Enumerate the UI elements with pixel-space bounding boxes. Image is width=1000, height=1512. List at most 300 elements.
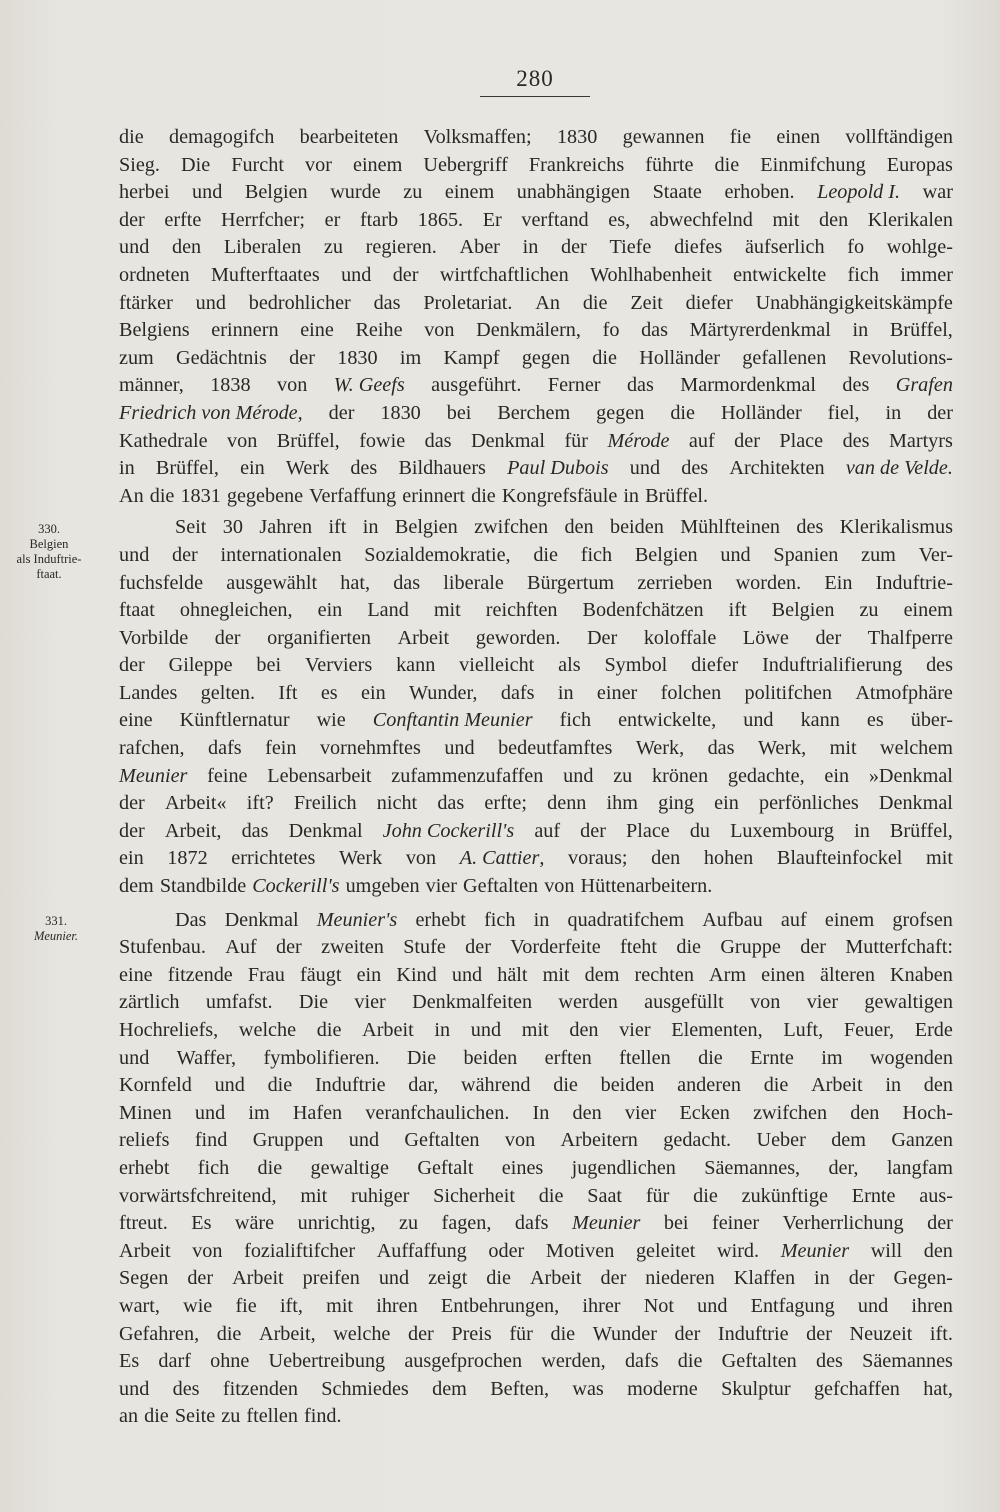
word: bei <box>446 401 472 424</box>
word: perfönliches <box>758 792 859 815</box>
word: die <box>698 1046 723 1069</box>
text-line <box>119 262 953 290</box>
word: Luft, <box>783 1019 824 1041</box>
italic-name: Meunier's <box>316 908 398 931</box>
text-line <box>119 207 953 235</box>
word: das <box>393 571 421 594</box>
word: der <box>580 819 606 842</box>
word: dem <box>831 1129 866 1152</box>
word: erhoben. <box>724 181 795 204</box>
word: fich <box>197 1156 230 1179</box>
word: Proletariat. <box>423 291 513 314</box>
text-line <box>119 1321 953 1349</box>
word: des <box>350 457 378 480</box>
word: er <box>324 208 341 231</box>
italic-name: W. Geefs <box>333 374 405 397</box>
word: wirtfchaftlichen <box>439 263 569 286</box>
word: der <box>119 654 145 677</box>
word: Kathedrale <box>119 429 208 452</box>
word: der <box>465 936 491 959</box>
text-line <box>119 372 953 400</box>
word: eine <box>119 963 153 986</box>
word: Belgien <box>394 516 458 539</box>
word: die <box>677 1350 703 1373</box>
word: gegebene <box>226 484 304 507</box>
word: kann <box>800 709 840 732</box>
word: Arbeit« <box>164 792 227 815</box>
word: Ganzen <box>891 1129 953 1152</box>
word: eines <box>501 1156 544 1179</box>
word: 1872 <box>167 847 208 870</box>
word: der <box>214 626 241 649</box>
word: Lebensarbeit <box>267 764 372 787</box>
word: auf <box>688 429 715 452</box>
word: jugendlichen <box>571 1156 676 1179</box>
text-line <box>119 1403 953 1431</box>
word: Einmifchung <box>760 153 866 176</box>
word: Arbeit <box>529 1267 582 1290</box>
word: organifierten <box>267 626 371 649</box>
text-line <box>119 597 953 625</box>
word: es <box>866 709 884 732</box>
text-line <box>119 790 953 818</box>
margin-note-number: 330. <box>38 522 60 536</box>
word: und <box>348 1129 380 1152</box>
word: der <box>289 346 315 369</box>
word: Gegen- <box>893 1267 953 1290</box>
word: vollftändigen <box>845 126 953 148</box>
word: dafs <box>208 737 242 760</box>
text-line <box>119 1155 953 1183</box>
word: Schmiedes <box>321 1377 409 1400</box>
word: das <box>373 291 401 314</box>
word: politifchen <box>744 681 832 704</box>
word: zärtlich <box>119 991 180 1014</box>
word: Ver- <box>918 543 953 566</box>
word: der <box>927 1212 953 1235</box>
word: fich <box>847 263 879 286</box>
text-line <box>119 1265 953 1293</box>
word: koloffale <box>643 626 717 649</box>
word: An <box>535 291 560 314</box>
italic-name: John Cockerill's <box>382 819 515 842</box>
word: und <box>119 236 150 259</box>
word: Denkmal <box>288 819 363 842</box>
word: Auffaffung <box>376 1239 467 1262</box>
word: A. Cattier, <box>460 845 545 873</box>
word: geleitet <box>635 1239 696 1262</box>
text-line <box>119 124 953 152</box>
italic-name: van de Velde. <box>845 457 953 480</box>
word: einem <box>444 181 495 204</box>
word: zu <box>221 1405 241 1428</box>
word: Denkmalfeiten <box>412 991 533 1014</box>
word: hat, <box>340 571 370 594</box>
word: Induftrialifierung <box>762 654 903 677</box>
word: find <box>194 1129 228 1152</box>
word: geworden. <box>475 626 561 649</box>
word: fteht <box>620 936 658 959</box>
word: das <box>707 737 735 760</box>
word: mit <box>542 963 570 986</box>
text-line <box>119 1348 953 1376</box>
word: Säemannes <box>862 1350 953 1373</box>
word: Die <box>406 1046 437 1069</box>
word: und <box>119 1046 150 1069</box>
word: ftellen <box>246 1405 298 1428</box>
word: die <box>714 153 740 176</box>
word: Holländer <box>639 346 720 369</box>
word: einen <box>776 126 821 148</box>
word: zu <box>613 764 633 787</box>
italic-name: Mérode <box>607 429 670 452</box>
word: Geftalten <box>721 1350 797 1373</box>
word <box>252 873 339 901</box>
word: Martyrs <box>888 429 953 452</box>
word: die <box>538 1184 564 1207</box>
word: in <box>557 681 574 704</box>
text-line <box>119 234 953 262</box>
word: und <box>195 291 226 314</box>
word: Brüffel, <box>155 457 219 480</box>
word: einem <box>903 599 953 622</box>
word: den <box>923 1074 953 1097</box>
word: von <box>277 374 308 397</box>
word: war <box>922 181 953 204</box>
word: der <box>561 236 587 259</box>
word: vorwärtsfchreitend, <box>119 1184 277 1207</box>
word: kann <box>396 654 436 677</box>
word: Spanien <box>773 543 839 566</box>
word <box>817 179 900 207</box>
word: in <box>852 319 869 342</box>
word: für <box>564 429 588 452</box>
word: und <box>194 1101 226 1124</box>
word: Löwe <box>742 626 789 649</box>
word: Belgiens <box>119 319 190 342</box>
word: gegen <box>521 346 571 369</box>
word: wie <box>183 1294 213 1317</box>
word: von <box>227 429 258 452</box>
word: fozialiftifcher <box>244 1239 356 1262</box>
word: Künftlernatur <box>179 709 290 732</box>
word: Märtyrerdenkmal <box>689 319 831 342</box>
word: Säemannes, <box>704 1156 801 1179</box>
word: die <box>471 484 496 507</box>
word: gewaltigen <box>864 991 953 1014</box>
word: Geftalten <box>404 1129 480 1152</box>
word: 30 <box>222 516 243 539</box>
word: Denkmal <box>470 429 545 452</box>
body-text <box>119 124 953 1431</box>
word: Aufbau <box>702 908 763 931</box>
word: fagen, <box>441 1212 492 1235</box>
word: ftärker <box>119 291 173 314</box>
text-line <box>119 818 953 846</box>
word: welche <box>238 1019 297 1041</box>
word: zum <box>861 543 896 566</box>
word: Verherrlichung <box>782 1212 904 1235</box>
word: ruhiger <box>351 1184 410 1207</box>
word: umfafst. <box>205 991 273 1014</box>
word: Place <box>626 819 670 842</box>
word: dafs <box>624 1350 659 1373</box>
word: ein <box>356 963 382 986</box>
word: reichften <box>485 599 558 622</box>
word: Holländer <box>720 401 802 424</box>
margin-note-330 <box>4 522 94 582</box>
word: Mutterfchaft: <box>845 936 953 959</box>
margin-note-line: als Induftrie- <box>16 552 82 566</box>
word: rafchen, <box>119 737 185 760</box>
word: Standbilde <box>159 875 247 898</box>
word: hat, <box>923 1377 953 1400</box>
word: an <box>119 1405 139 1428</box>
text-line <box>119 735 953 763</box>
word: der <box>674 1322 701 1345</box>
word: von <box>750 991 781 1014</box>
word: ift <box>328 516 347 539</box>
word: in <box>362 516 379 539</box>
word: die <box>257 1156 283 1179</box>
text-line <box>119 317 953 345</box>
word: Gileppe <box>168 654 233 677</box>
word: ging <box>658 792 694 815</box>
word: Arbeit <box>811 1074 863 1097</box>
word: Waffer, <box>176 1046 237 1069</box>
word: die <box>763 1074 789 1097</box>
word: Kongrefsfäule <box>501 484 618 507</box>
word: hält <box>497 963 528 986</box>
word: Das <box>175 908 207 931</box>
word: Arbeit <box>232 1267 284 1290</box>
word: dar, <box>408 1074 439 1097</box>
word: Bodenfchätzen <box>582 599 704 622</box>
word: mit <box>772 208 800 231</box>
word: Verfaffung <box>309 484 397 507</box>
word: Neuzeit <box>849 1322 913 1345</box>
word: feiner <box>712 1212 760 1235</box>
word: voraus; <box>568 847 628 870</box>
word: des <box>681 457 709 480</box>
word: ausgewählt <box>226 571 318 594</box>
word: hohen <box>703 847 754 870</box>
word: ein <box>317 599 343 622</box>
word: und <box>341 263 372 286</box>
word: In <box>532 1101 550 1124</box>
text-line <box>119 1127 953 1155</box>
word: Seit <box>175 516 207 539</box>
word: krönen <box>652 764 709 787</box>
word: demagogifch <box>168 126 275 148</box>
word: Brüffel, <box>276 429 340 452</box>
word: ein <box>119 847 144 870</box>
word: vornehmftes <box>319 737 421 760</box>
word: Denkmälern, <box>476 319 581 342</box>
word: die <box>693 1184 718 1207</box>
word: niederen <box>645 1267 715 1290</box>
word: wart, <box>119 1294 160 1317</box>
word: das <box>641 319 668 342</box>
word: für <box>645 1184 670 1207</box>
text-line <box>119 763 953 791</box>
word: reliefs <box>119 1129 170 1152</box>
word: Ecken <box>679 1101 730 1124</box>
word: Entfagung <box>750 1294 835 1317</box>
word: mit <box>521 1019 549 1041</box>
word: mit <box>433 599 461 622</box>
word: ihren <box>376 1294 418 1317</box>
word: vier <box>624 1101 657 1124</box>
word: bearbeiteten <box>299 126 399 148</box>
word: in <box>885 401 902 424</box>
word: zerrieben <box>637 571 713 594</box>
word: in <box>533 908 550 931</box>
word: den <box>564 516 594 539</box>
word: Reihe <box>355 319 403 342</box>
word: und <box>697 1294 728 1317</box>
word: Vorbilde <box>119 626 189 649</box>
word: in <box>854 819 870 842</box>
word: in <box>885 1074 902 1097</box>
word: Ernte <box>750 1046 794 1069</box>
text-line <box>119 514 953 542</box>
word: fymbolifieren. <box>263 1046 380 1069</box>
word: entwickelte, <box>618 709 717 732</box>
word: eine <box>300 319 334 342</box>
word <box>119 763 187 791</box>
word: in <box>522 236 539 259</box>
word: von <box>405 847 437 870</box>
word: immer <box>900 263 953 286</box>
word: Geftalten <box>463 875 539 898</box>
word <box>607 428 669 456</box>
word: Die <box>298 991 329 1014</box>
word: bedeutfamftes <box>498 737 613 760</box>
word: gedachte, <box>727 764 805 787</box>
word: während <box>461 1074 531 1097</box>
word: und <box>720 543 751 566</box>
word: Wunder, <box>409 681 478 704</box>
word: Arbeit <box>362 1019 414 1041</box>
word: 1838 <box>210 374 251 397</box>
word: Auf <box>225 936 257 959</box>
word: und <box>451 963 483 986</box>
word: Arbeit, <box>259 1322 316 1345</box>
word: gewannen <box>622 126 705 148</box>
word: folchen <box>660 681 722 704</box>
text-line <box>119 934 953 962</box>
word: im <box>399 346 422 369</box>
word: zu <box>399 1212 419 1235</box>
word: Thalfperre <box>867 626 953 649</box>
word: Hoch- <box>902 1101 953 1124</box>
word: Stufe <box>403 936 446 959</box>
word: 1830 <box>337 346 378 369</box>
word: 1830 <box>556 126 598 148</box>
word: langfam <box>886 1156 953 1179</box>
word: fie <box>729 126 752 148</box>
word: ausgefprochen <box>404 1350 523 1373</box>
word: Denkmal <box>878 792 953 815</box>
word: der <box>815 626 842 649</box>
text-line <box>119 1017 953 1045</box>
word: Ferner <box>547 374 601 397</box>
word: und <box>563 764 594 787</box>
word: Unabhängigkeitskämpfe <box>755 291 953 314</box>
word: in <box>623 484 640 507</box>
word: ohne <box>210 1350 250 1373</box>
word: Hüttenarbeitern. <box>580 875 713 898</box>
italic-name: Grafen <box>895 374 953 397</box>
word: fiel, <box>827 401 860 424</box>
word: dafs <box>500 681 535 704</box>
word: Feuer, <box>843 1019 895 1041</box>
text-line <box>119 625 953 653</box>
text-line <box>119 483 953 511</box>
word: des <box>172 1377 200 1400</box>
text-line <box>119 290 953 318</box>
word: Wunder <box>592 1322 657 1345</box>
word: mit <box>326 1294 354 1317</box>
word: Belgien <box>634 543 698 566</box>
word: gegen <box>596 401 645 424</box>
word: 1865. <box>417 208 464 231</box>
word: erhebt <box>415 908 466 931</box>
text-line <box>119 428 953 456</box>
word: fich <box>559 709 592 732</box>
word: zu <box>403 181 423 204</box>
word: einen <box>761 963 805 986</box>
word: für <box>509 1322 533 1345</box>
word: Mufterftaates <box>210 263 320 286</box>
word: zwifchen <box>753 1101 828 1124</box>
text-line <box>119 400 953 428</box>
word: Skulptur <box>721 1377 791 1400</box>
word: Motiven <box>545 1239 615 1262</box>
word: fuchsfelde <box>119 571 204 594</box>
word: Brüffel, <box>889 819 953 842</box>
word: Land <box>367 599 409 622</box>
word: zu <box>323 236 343 259</box>
word: ohnegleichen, <box>179 599 293 622</box>
word: Place <box>779 429 824 452</box>
word: Wohlhabenheit <box>590 263 712 286</box>
word: fäugt <box>299 963 342 986</box>
word: grofsen <box>892 908 953 931</box>
word: wogenden <box>869 1046 953 1069</box>
word: fowie <box>359 429 406 452</box>
word: ein <box>824 764 850 787</box>
word: und <box>743 709 774 732</box>
word: erften <box>544 1046 592 1069</box>
word: Induftrie <box>314 1074 386 1097</box>
word: beiden <box>610 516 664 539</box>
word: des <box>796 516 824 539</box>
word: An <box>119 484 144 507</box>
word: Brüffel, <box>889 319 953 342</box>
word: Gedächtnis <box>176 346 267 369</box>
margin-note-line: ftaat. <box>36 567 62 581</box>
word: Herrfcher; <box>220 208 306 231</box>
text-line <box>119 1100 953 1128</box>
word: Werk, <box>635 737 685 760</box>
word: ift, <box>279 1294 303 1317</box>
word: internationalen <box>220 543 342 566</box>
text-line <box>119 1210 953 1238</box>
word: Seite <box>174 1405 216 1428</box>
word: die <box>119 126 144 148</box>
